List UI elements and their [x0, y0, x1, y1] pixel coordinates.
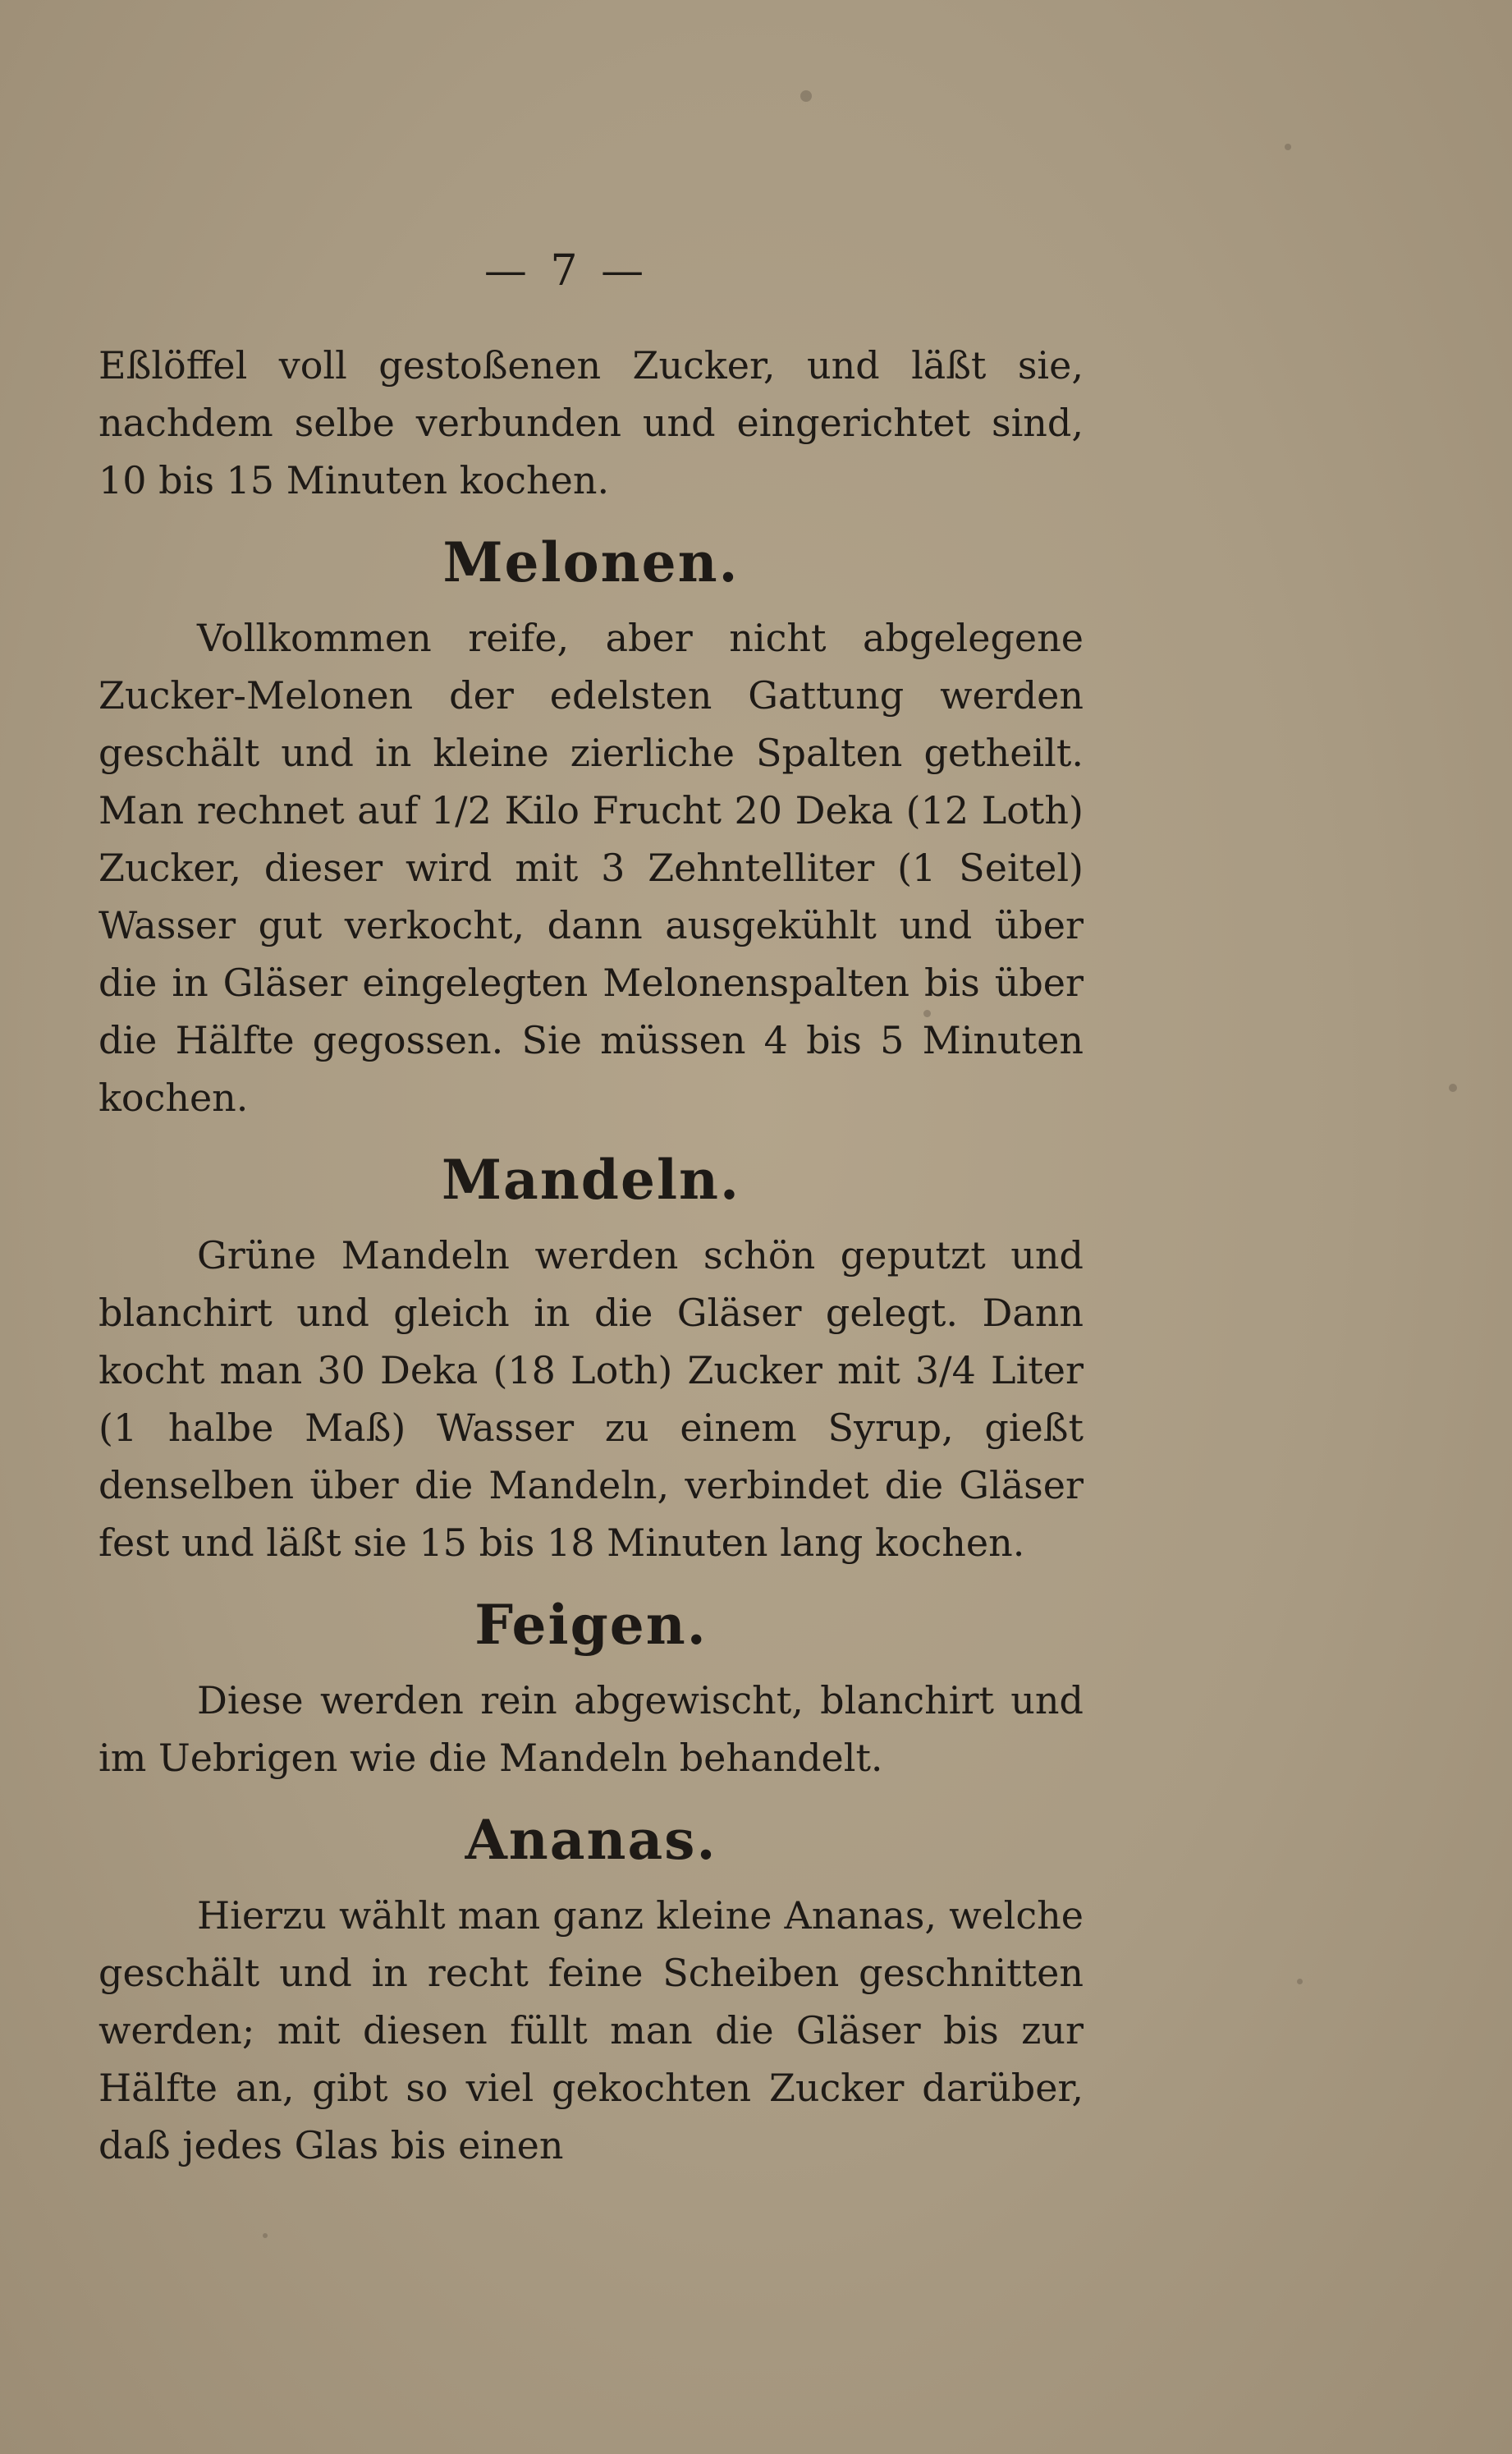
- feigen-paragraph: Diese werden rein abgewischt, blanchirt und im Uebrigen wie die Mandeln behandelt.: [99, 1678, 1084, 1780]
- page-number: — 7 —: [483, 246, 649, 296]
- paper-speck: [263, 2233, 268, 2238]
- ananas-paragraph: Hierzu wählt man ganz kleine Ananas, welche geschält und in recht feine Scheiben geschnitten werden; mit diesen füllt man die Gläser bis zur Hälfte an, gibt so viel gekochten Zucker darüber, daß jedes Glas bis einen: [99, 1893, 1084, 2167]
- heading-feigen: Feigen.: [474, 1593, 708, 1657]
- text-column: [99, 337, 1084, 2174]
- paper-speck: [800, 90, 812, 102]
- mandeln-paragraph: Grüne Mandeln werden schön geputzt und blanchirt und gleich in die Gläser gelegt. Dann kocht man 30 Deka (18 Loth) Zucker mit 3/4 Liter (1 halbe Maß) Wasser zu einem Syrup, gießt denselben über die Mandeln, verbindet die Gläser fest und läßt sie 15 bis 18 Minuten lang kochen.: [99, 1233, 1084, 1565]
- melonen-paragraph: Vollkommen reife, aber nicht abgelegene Zucker-Melonen der edelsten Gattung werden geschält und in kleine zierliche Spalten getheilt. Man rechnet auf 1/2 Kilo Frucht 20 Deka (12 Loth) Zucker, dieser wird mit 3 Zehntelliter (1 Seitel) Wasser gut verkocht, dann ausgekühlt und über die in Gläser eingelegten Melonenspalten bis über die Hälfte gegossen. Sie müssen 4 bis 5 Minuten kochen.: [99, 616, 1084, 1120]
- heading-mandeln: Mandeln.: [442, 1148, 740, 1212]
- paper-speck: [923, 1010, 931, 1017]
- paper-speck: [1285, 144, 1291, 150]
- heading-ananas: Ananas.: [465, 1808, 717, 1872]
- intro-paragraph: Eßlöffel voll gestoßenen Zucker, und läßt sie, nachdem selbe verbunden und eingerichtet sind, 10 bis 15 Minuten kochen.: [99, 343, 1084, 502]
- paper-speck: [1449, 1084, 1457, 1092]
- paper-speck: [1297, 1979, 1303, 1984]
- heading-melonen: Melonen.: [442, 530, 740, 594]
